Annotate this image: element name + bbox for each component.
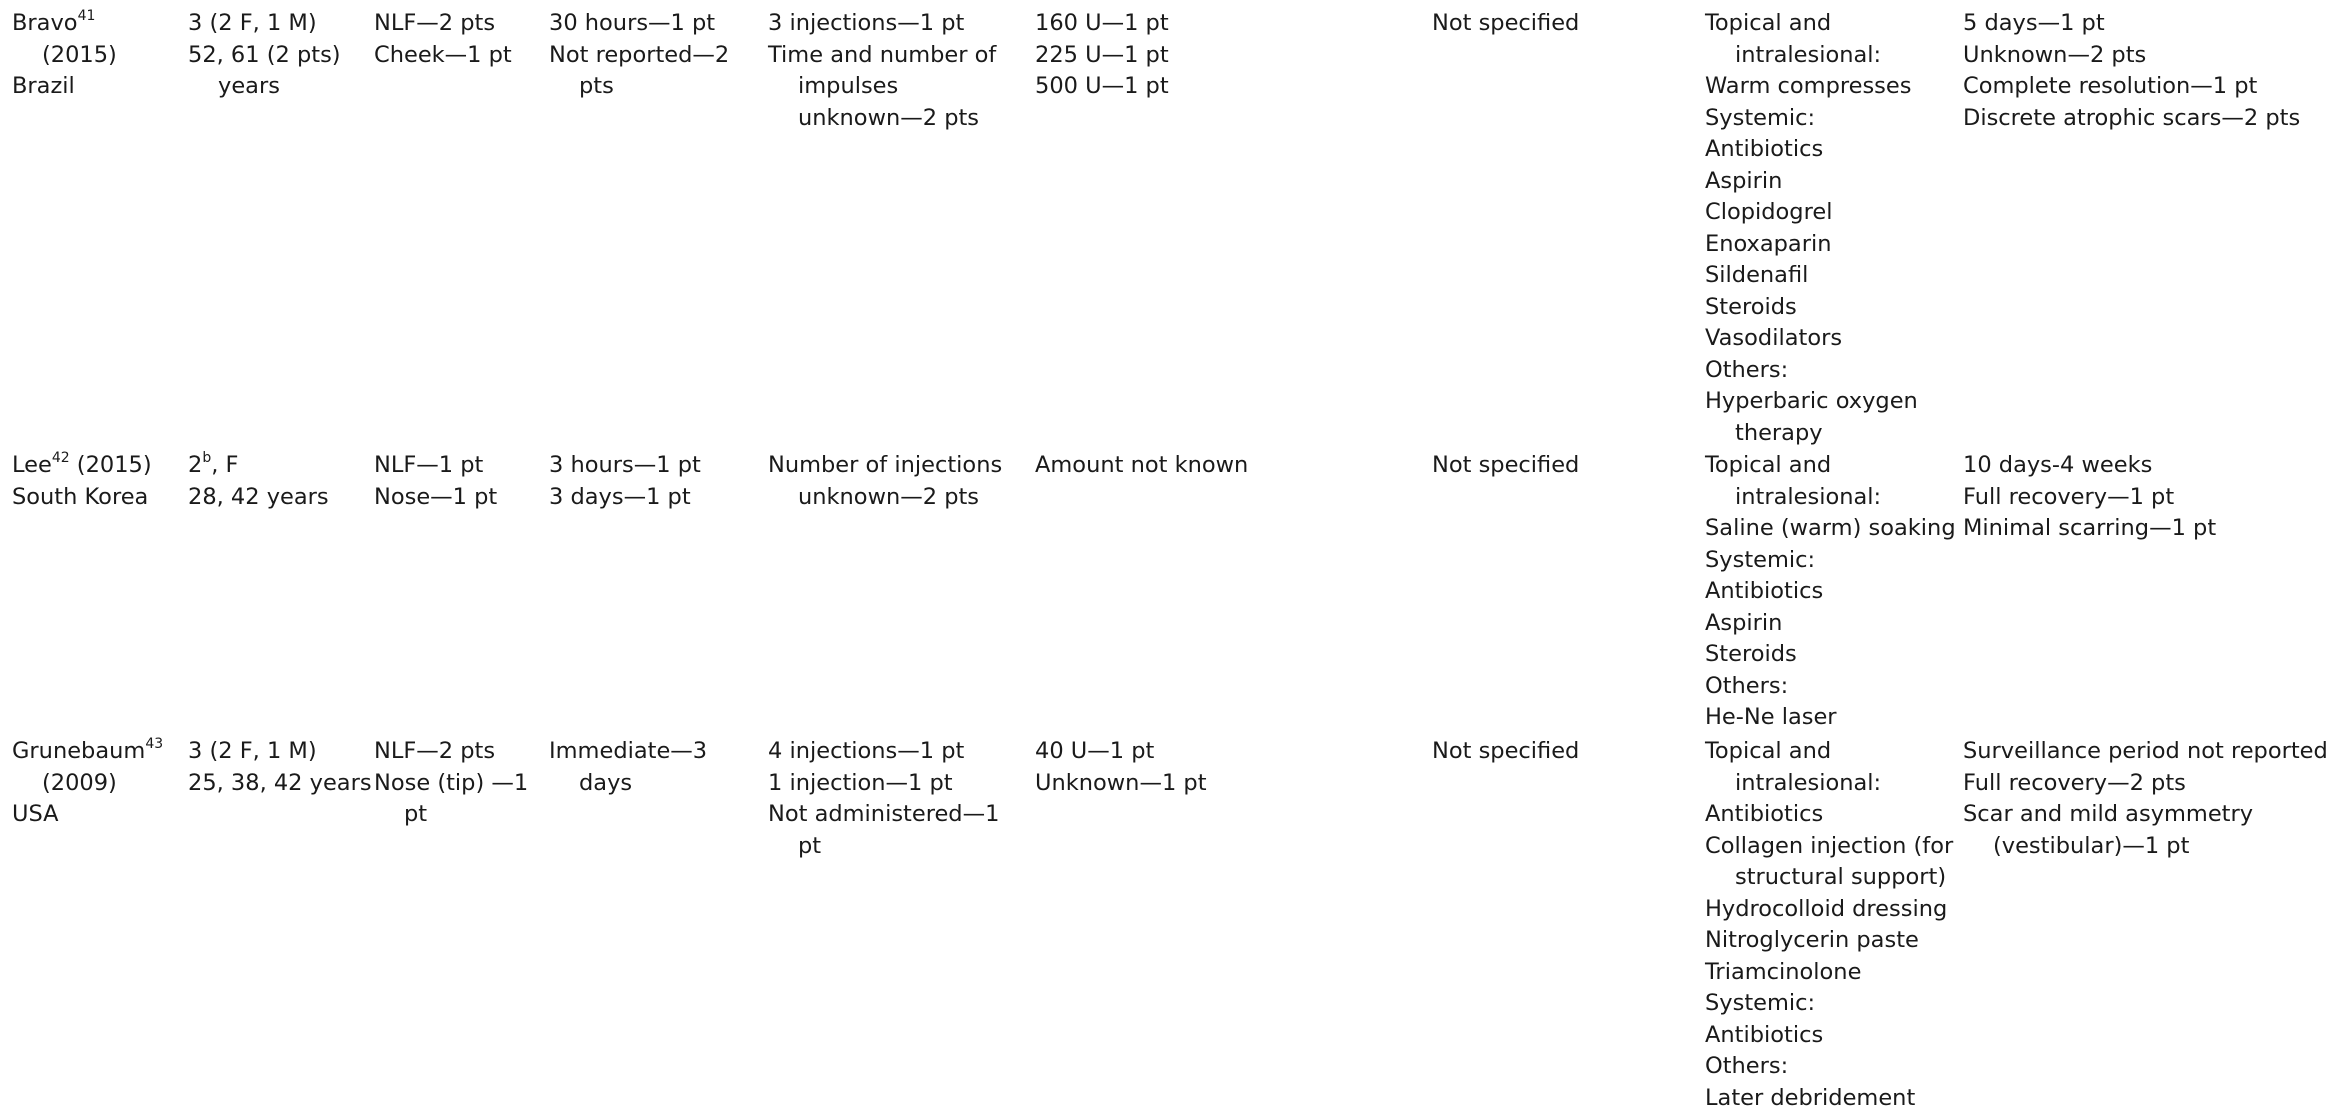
amount-cell (1035, 8, 1169, 103)
cell-line (1035, 71, 1169, 103)
cell-line (12, 71, 117, 103)
cell-line (1705, 799, 1953, 831)
line-text: Number of injections (768, 452, 1003, 478)
line-text: Amount not known (1035, 452, 1249, 478)
cell-line (1705, 768, 1953, 800)
cell-line (1705, 482, 1956, 514)
line-text: therapy (1735, 419, 1823, 446)
injections-cell (768, 736, 999, 862)
cell-line (1705, 260, 1918, 292)
line-text: Cheek—1 pt (374, 41, 512, 68)
line-text: Topical and (1705, 10, 1832, 36)
cell-line (1035, 450, 1248, 482)
cell-line (768, 482, 1002, 514)
line-text: 3 hours—1 pt (549, 452, 701, 478)
cell-line (1705, 134, 1918, 166)
cell-line (12, 799, 163, 831)
line-text: NLF—2 pts (374, 10, 496, 36)
cell-line (1705, 608, 1956, 640)
cell-line (1963, 799, 2328, 831)
cell-line (1705, 1083, 1953, 1115)
amount-cell (1035, 736, 1207, 799)
cell-line (1705, 513, 1956, 545)
cell-line (374, 736, 528, 768)
line-text: Not specified (1432, 738, 1580, 764)
line-text: Vasodilators (1705, 325, 1843, 351)
line-text: Topical and (1705, 452, 1832, 478)
cell-line (1963, 71, 2300, 103)
line-text: Not reported—2 (549, 41, 730, 68)
cell-line (1705, 166, 1918, 198)
study-cell (12, 450, 152, 513)
cell-line (1705, 925, 1953, 957)
line-text: NLF—2 pts (374, 738, 496, 764)
line-text: USA (12, 801, 59, 827)
study-author: Grunebaum (12, 738, 146, 764)
line-text: Unknown—1 pt (1035, 769, 1207, 796)
cell-line (188, 8, 341, 40)
cell-line (1705, 197, 1918, 229)
line-text: Topical and (1705, 738, 1832, 764)
line-text: Antibiotics (1705, 801, 1824, 827)
cell-line (1705, 418, 1918, 450)
line-text: Brazil (12, 73, 75, 99)
line-text: (vestibular)—1 pt (1993, 832, 2190, 859)
line-text: 160 U—1 pt (1035, 10, 1169, 36)
line-text: Complete resolution—1 pt (1963, 73, 2258, 99)
cell-line (374, 450, 497, 482)
cell-line (188, 450, 329, 482)
cell-line (1963, 8, 2300, 40)
cell-line (1705, 988, 1953, 1020)
cell-line (188, 71, 341, 103)
cell-line (1432, 450, 1579, 482)
line-text: Aspirin (1705, 609, 1783, 636)
cell-line (12, 482, 152, 514)
cell-line (768, 450, 1002, 482)
line-text: Nitroglycerin paste (1705, 927, 1919, 953)
cell-line (1963, 513, 2216, 545)
line-text: Nose—1 pt (374, 483, 498, 510)
line-text: (2015) (42, 41, 117, 68)
line-text: Scar and mild asymmetry (1963, 801, 2254, 827)
cell-line (374, 8, 512, 40)
line-text: 3 days—1 pt (549, 483, 691, 510)
cell-line (12, 768, 163, 800)
cell-line (768, 71, 996, 103)
cell-line (768, 8, 996, 40)
specification-cell (1432, 8, 1579, 40)
cell-line (1705, 71, 1918, 103)
injections-cell (768, 8, 996, 134)
line-text: pts (579, 73, 614, 99)
cell-line (1705, 862, 1953, 894)
line-text: 3 (2 F, 1 M) (188, 10, 317, 36)
line-text: Sildenafil (1705, 262, 1809, 288)
specification-cell (1432, 736, 1579, 768)
line-text: Hydrocolloid dressing (1705, 895, 1948, 922)
cell-line (1432, 8, 1579, 40)
line-text: South Korea (12, 483, 149, 510)
line-text: 3 injections—1 pt (768, 10, 965, 36)
cell-line (1963, 831, 2328, 863)
cell-line (1705, 323, 1918, 355)
line-text: Discrete atrophic scars—2 pts (1963, 104, 2301, 131)
cell-line (549, 71, 729, 103)
cell-line (1705, 702, 1956, 734)
onset-cell (549, 8, 729, 103)
line-text: Aspirin (1705, 167, 1783, 194)
cell-line (768, 831, 999, 863)
cell-line (12, 40, 117, 72)
line-text: Time and number of (768, 41, 997, 68)
treatment-cell (1705, 450, 1956, 734)
cell-line (1705, 1051, 1953, 1083)
line-text: 3 (2 F, 1 M) (188, 738, 317, 764)
line-text: unknown—2 pts (798, 483, 980, 510)
outcome-cell (1963, 736, 2328, 862)
cell-line (374, 768, 528, 800)
site-cell (374, 8, 512, 71)
line-text: 500 U—1 pt (1035, 73, 1169, 99)
cell-line (768, 736, 999, 768)
cell-line (1963, 768, 2328, 800)
line-text: Systemic: (1705, 990, 1816, 1016)
onset-cell (549, 736, 707, 799)
line-text: 5 days—1 pt (1963, 10, 2105, 36)
study-author-line (12, 450, 152, 482)
cell-line (188, 40, 341, 72)
line-text: pt (798, 832, 822, 859)
line-text: Others: (1705, 672, 1789, 699)
line-text: Triamcinolone (1705, 958, 1862, 985)
cell-line (1705, 40, 1918, 72)
specification-cell (1432, 450, 1579, 482)
cell-line (1963, 103, 2300, 135)
cell-line (549, 40, 729, 72)
cell-line (549, 450, 701, 482)
line-text: Warm compresses (1705, 73, 1912, 99)
cell-line (374, 482, 497, 514)
footnote-marker: b (202, 449, 212, 466)
line-text: 2 (188, 452, 203, 478)
cell-line (549, 482, 701, 514)
cell-line (768, 768, 999, 800)
cell-line (1705, 1020, 1953, 1052)
cell-line (374, 40, 512, 72)
cell-line (1963, 736, 2328, 768)
cell-line (1705, 355, 1918, 387)
line-text: Antibiotics (1705, 1021, 1824, 1048)
cell-line (188, 768, 372, 800)
line-text: NLF—1 pt (374, 452, 484, 478)
cell-line (374, 799, 528, 831)
line-text: Nose (tip) —1 (374, 769, 529, 796)
line-text: Surveillance period not reported (1963, 738, 2328, 764)
cell-line (549, 8, 729, 40)
line-text: 1 injection—1 pt (768, 769, 953, 796)
line-text: impulses (798, 73, 899, 99)
line-text: Unknown—2 pts (1963, 41, 2147, 68)
line-text: Not administered—1 (768, 801, 1000, 827)
line-text: Later debridement (1705, 1084, 1916, 1111)
cell-line (1963, 450, 2216, 482)
patients-cell (188, 450, 329, 513)
line-text: Not specified (1432, 452, 1580, 478)
patients-cell (188, 8, 341, 103)
cell-line (1432, 736, 1579, 768)
cell-line (1705, 894, 1953, 926)
line-text: structural support) (1735, 864, 1947, 890)
study-author-line (12, 736, 163, 768)
cell-line (188, 482, 329, 514)
site-cell (374, 736, 528, 831)
line-text: days (579, 769, 633, 796)
cell-line (1035, 736, 1207, 768)
study-cell (12, 8, 117, 103)
line-text: Antibiotics (1705, 578, 1824, 604)
treatment-cell (1705, 736, 1953, 1114)
cell-line (1963, 40, 2300, 72)
cell-line (1705, 229, 1918, 261)
cell-line (1035, 768, 1207, 800)
cell-line (1705, 545, 1956, 577)
study-author-line (12, 8, 117, 40)
line-text: Not specified (1432, 10, 1580, 36)
onset-cell (549, 450, 701, 513)
line-text-after: , F (211, 452, 239, 478)
line-text: Others: (1705, 1053, 1789, 1079)
line-text: Full recovery—2 pts (1963, 769, 2186, 796)
line-text: (2009) (42, 769, 117, 796)
outcome-cell (1963, 450, 2216, 545)
injections-cell (768, 450, 1002, 513)
cell-line (1705, 386, 1918, 418)
line-text: Full recovery—1 pt (1963, 483, 2175, 510)
line-text: Enoxaparin (1705, 230, 1832, 257)
line-text: Systemic: (1705, 104, 1816, 131)
outcome-cell (1963, 8, 2300, 134)
line-text: unknown—2 pts (798, 104, 980, 131)
line-text: Immediate—3 (549, 738, 708, 764)
study-cell (12, 736, 163, 831)
cell-line (768, 40, 996, 72)
line-text: intralesional: (1735, 483, 1882, 510)
cell-line (1705, 103, 1918, 135)
cell-line (1705, 736, 1953, 768)
site-cell (374, 450, 497, 513)
line-text: Collagen injection (for (1705, 832, 1954, 859)
line-text: Steroids (1705, 641, 1797, 667)
line-text: 225 U—1 pt (1035, 41, 1169, 68)
line-text: 40 U—1 pt (1035, 738, 1155, 764)
line-text: Systemic: (1705, 546, 1816, 573)
line-text: Hyperbaric oxygen (1705, 388, 1918, 414)
study-year: (2015) (69, 452, 152, 478)
reference-number: 41 (77, 7, 96, 24)
line-text: Minimal scarring—1 pt (1963, 515, 2217, 541)
line-text: 30 hours—1 pt (549, 10, 716, 36)
cell-line (1963, 482, 2216, 514)
cell-line (1035, 8, 1169, 40)
cell-line (1705, 450, 1956, 482)
line-text: Others: (1705, 356, 1789, 383)
line-text: 4 injections—1 pt (768, 738, 965, 764)
line-text: Clopidogrel (1705, 199, 1833, 225)
line-text: intralesional: (1735, 41, 1882, 68)
line-text: He-Ne laser (1705, 704, 1837, 730)
cell-line (549, 768, 707, 800)
line-text: 52, 61 (2 pts) (188, 41, 341, 68)
cell-line (1705, 671, 1956, 703)
amount-cell (1035, 450, 1248, 482)
cell-line (768, 103, 996, 135)
line-text: years (218, 73, 280, 99)
cell-line (188, 736, 372, 768)
reference-number: 43 (145, 735, 164, 752)
cell-line (1705, 292, 1918, 324)
line-text: Steroids (1705, 293, 1797, 320)
line-text: Saline (warm) soaking (1705, 515, 1956, 541)
reference-number: 42 (51, 449, 70, 466)
cell-line (1705, 576, 1956, 608)
line-text: 25, 38, 42 years (188, 769, 372, 796)
treatment-cell (1705, 8, 1918, 449)
line-text: Antibiotics (1705, 136, 1824, 162)
cell-line (1705, 831, 1953, 863)
patients-cell (188, 736, 372, 799)
cell-line (1705, 639, 1956, 671)
line-text: 10 days-4 weeks (1963, 452, 2153, 478)
cell-line (1705, 8, 1918, 40)
study-author: Bravo (12, 10, 78, 36)
line-text: 28, 42 years (188, 483, 329, 510)
line-text: intralesional: (1735, 769, 1882, 796)
study-author: Lee (12, 452, 52, 478)
cell-line (549, 736, 707, 768)
cell-line (768, 799, 999, 831)
line-text: pt (404, 801, 428, 827)
cell-line (1035, 40, 1169, 72)
cell-line (1705, 957, 1953, 989)
